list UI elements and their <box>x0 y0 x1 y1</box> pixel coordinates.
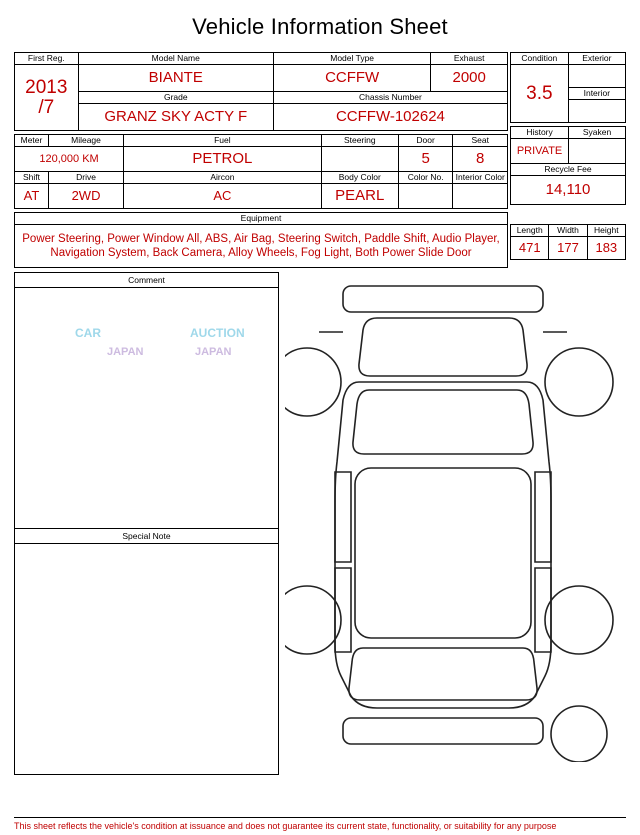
history-table <box>510 126 626 205</box>
drive-label: Drive <box>48 172 123 184</box>
history-label: History <box>511 127 569 139</box>
front-hood <box>359 318 527 376</box>
watermark-auction: AUCTION <box>190 326 245 340</box>
front-right-wheel <box>545 348 613 416</box>
exterior-value <box>568 65 625 88</box>
interior-color-label: Interior Color <box>453 172 508 184</box>
first-reg-label: First Reg. <box>15 53 79 65</box>
watermark-car: CAR <box>75 326 101 340</box>
footer-disclaimer: This sheet reflects the vehicle's condition at issuance and does not guarantee its current state, functionality, or suitability for any purpose <box>14 817 626 831</box>
page-title: Vehicle Information Sheet <box>192 14 448 39</box>
equipment-row <box>14 212 626 268</box>
interior-color-value <box>453 184 508 209</box>
special-note-body <box>15 544 278 774</box>
first-reg-value <box>15 65 79 131</box>
right-rear-door <box>535 568 551 652</box>
dimensions-table <box>510 224 626 260</box>
condition-label: Condition <box>511 53 569 65</box>
rear-hatch <box>349 648 537 700</box>
model-type-label: Model Type <box>273 53 431 65</box>
comment-label: Comment <box>15 273 278 288</box>
shift-value: AT <box>15 184 49 209</box>
vehicle-diagram <box>285 272 626 775</box>
equipment-value: Power Steering, Power Window All, ABS, Air Bag, Steering Switch, Paddle Shift, Audio Player, Navigation System, Back Camera, Alloy Wheels, Fog Light, Both Power Slide Door <box>15 225 508 268</box>
door-value: 5 <box>398 147 453 172</box>
rear-right-wheel <box>545 586 613 654</box>
grade-label: Grade <box>78 92 273 104</box>
front-bumper <box>343 286 543 312</box>
aircon-value: AC <box>124 184 322 209</box>
watermark-japan: JAPAN <box>107 346 144 358</box>
model-table <box>14 52 508 131</box>
condition-value: 3.5 <box>511 65 569 123</box>
rear-bumper <box>343 718 543 744</box>
model-name-value: BIANTE <box>78 65 273 92</box>
first-reg-month: /7 <box>38 96 55 118</box>
header-tables <box>14 52 626 209</box>
special-note-box <box>14 529 279 775</box>
seat-value: 8 <box>453 147 508 172</box>
watermark-japan-2: JAPAN <box>195 346 232 358</box>
steering-value <box>321 147 398 172</box>
exterior-label: Exterior <box>568 53 625 65</box>
windshield <box>353 390 533 454</box>
mileage-value: 120,000 KM <box>15 147 124 172</box>
seat-label: Seat <box>453 135 508 147</box>
interior-label: Interior <box>568 88 625 100</box>
vehicle-body <box>335 382 551 708</box>
drive-value: 2WD <box>48 184 123 209</box>
condition-block <box>510 52 626 205</box>
syaken-label: Syaken <box>569 127 626 139</box>
equipment-block <box>14 212 508 268</box>
chassis-label: Chassis Number <box>273 92 507 104</box>
aircon-label: Aircon <box>124 172 322 184</box>
exhaust-value: 2000 <box>431 65 508 92</box>
comment-body <box>15 288 278 528</box>
fuel-value: PETROL <box>124 147 322 172</box>
body-color-label: Body Color <box>321 172 398 184</box>
right-front-door <box>535 472 551 562</box>
notes-column <box>14 272 279 775</box>
dimensions-block <box>510 212 626 260</box>
grade-value: GRANZ SKY ACTY F <box>78 104 273 131</box>
equipment-table <box>14 212 508 268</box>
left-front-door <box>335 472 351 562</box>
steering-label: Steering <box>321 135 398 147</box>
shift-label: Shift <box>15 172 49 184</box>
comment-box <box>14 272 279 529</box>
recycle-fee-label: Recycle Fee <box>511 164 626 176</box>
main-area <box>14 272 626 775</box>
condition-table <box>510 52 626 123</box>
body-color-value: PEARL <box>321 184 398 209</box>
width-label: Width <box>549 225 587 237</box>
height-label: Height <box>587 225 625 237</box>
comment-text <box>15 288 278 296</box>
model-name-label: Model Name <box>78 53 273 65</box>
interior-value <box>568 100 625 123</box>
syaken-value <box>569 139 626 164</box>
vehicle-outline-svg <box>285 272 615 762</box>
length-label: Length <box>511 225 549 237</box>
front-left-wheel <box>285 348 341 416</box>
meter-label: Meter <box>15 135 49 147</box>
special-note-label: Special Note <box>15 529 278 544</box>
rear-left-wheel <box>285 586 341 654</box>
door-label: Door <box>398 135 453 147</box>
first-reg-year: 2013 <box>25 76 68 98</box>
history-value: PRIVATE <box>511 139 569 164</box>
special-note-text <box>15 544 278 552</box>
color-no-label: Color No. <box>398 172 453 184</box>
exhaust-label: Exhaust <box>431 53 508 65</box>
equipment-label: Equipment <box>15 213 508 225</box>
color-no-value <box>398 184 453 209</box>
spare-wheel <box>551 706 607 762</box>
roof-panel <box>355 468 531 638</box>
height-value: 183 <box>587 237 625 260</box>
mileage-label: Mileage <box>48 135 123 147</box>
specs-table <box>14 134 508 209</box>
width-value: 177 <box>549 237 587 260</box>
left-rear-door <box>335 568 351 652</box>
length-value: 471 <box>511 237 549 260</box>
recycle-fee-value: 14,110 <box>511 176 626 205</box>
chassis-value: CCFFW-102624 <box>273 104 507 131</box>
vehicle-details-block <box>14 52 508 209</box>
fuel-label: Fuel <box>124 135 322 147</box>
model-type-value: CCFFW <box>273 65 431 92</box>
